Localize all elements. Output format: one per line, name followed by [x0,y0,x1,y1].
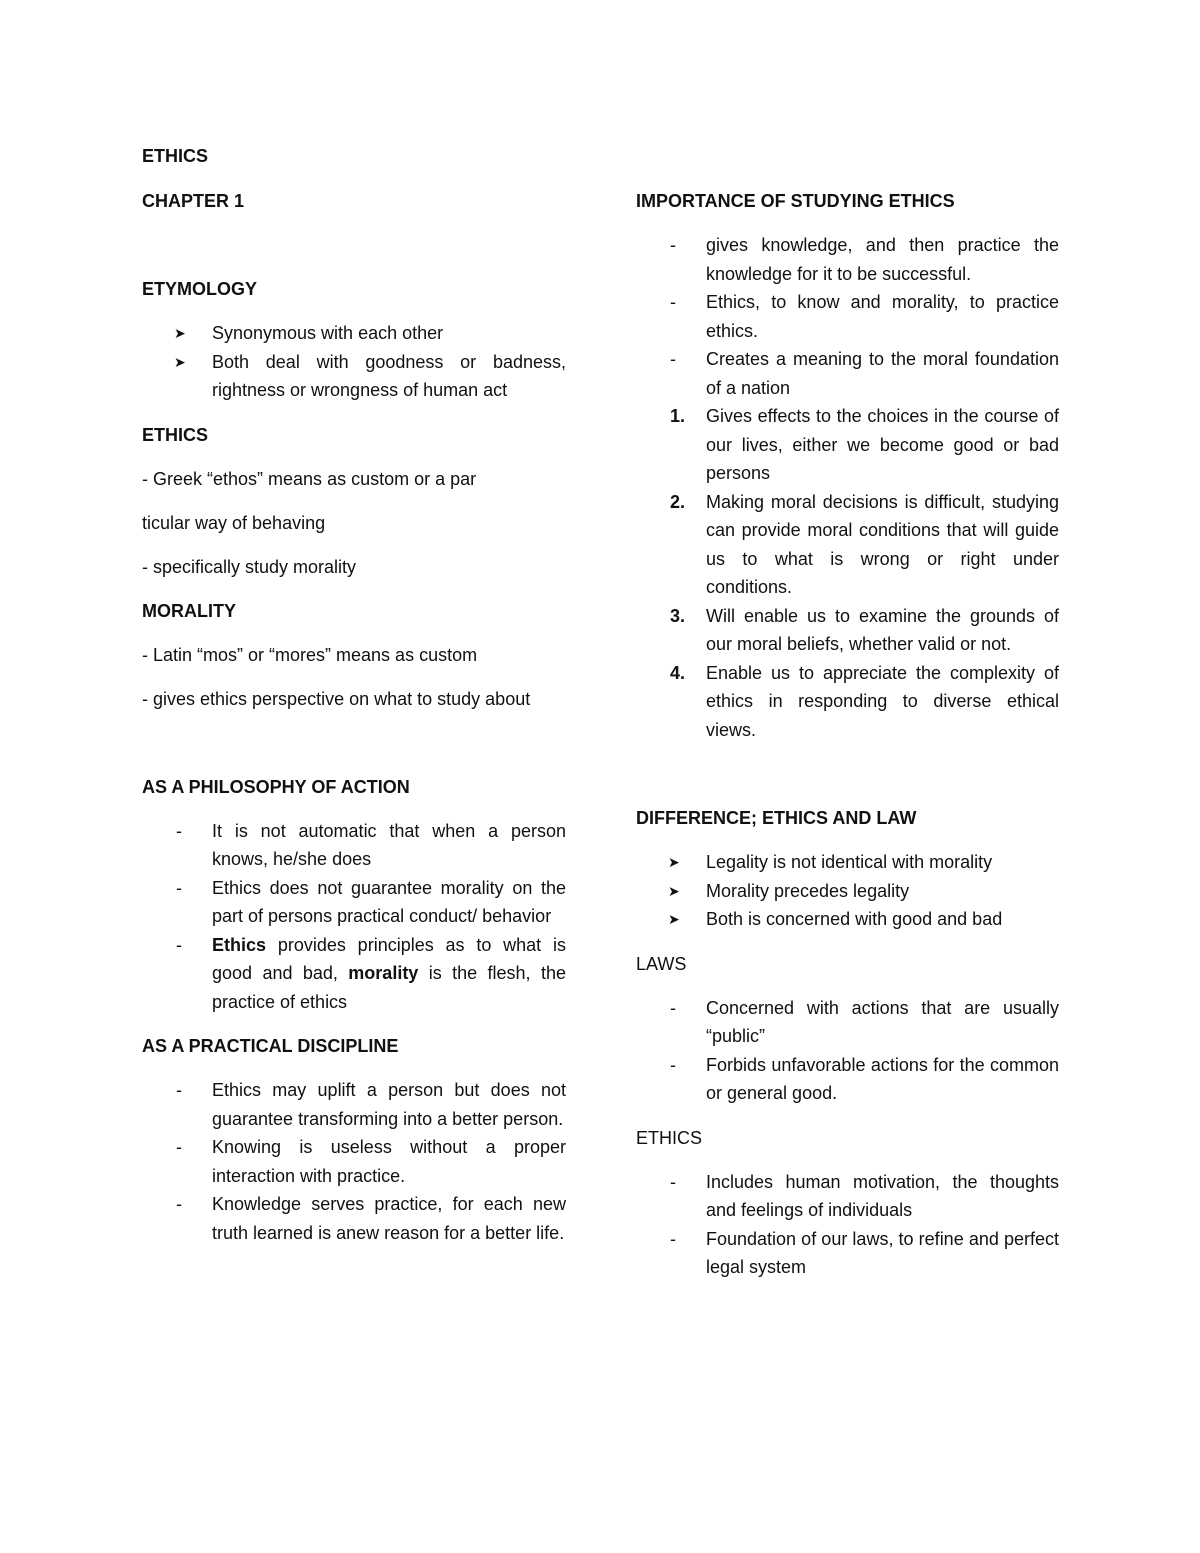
arrow-bullet-icon: ➤ [668,911,680,927]
philosophy-list [142,817,566,1017]
list-item: - Creates a meaning to the moral foundation of a nation [636,345,1059,402]
list-item: ➤ Both deal with goodness or badness, rightness or wrongness of human act [142,348,566,405]
arrow-bullet-icon: ➤ [174,325,186,341]
item-number: 3. [670,605,686,626]
list-item: 3. Will enable us to examine the grounds of our moral beliefs, whether valid or not. [636,602,1059,659]
ethics-definition-line: ticular way of behaving [142,512,326,533]
practical-list [142,1076,566,1247]
etymology-heading: ETYMOLOGY [142,279,258,299]
dash-marker: - [670,292,676,312]
difference-heading: DIFFERENCE; ETHICS AND LAW [636,808,917,828]
importance-dash-list [636,231,1059,402]
laws-heading: LAWS [636,953,687,974]
list-item: - Includes human motivation, the thoughts and feelings of individuals [636,1168,1059,1225]
list-item: ➤ Morality precedes legality [636,877,1059,906]
list-item: - Ethics may uplift a person but does not guarantee transforming into a better person. [142,1076,566,1133]
arrow-bullet-icon: ➤ [668,882,680,899]
item-number: 4. [670,662,686,683]
list-item: ➤ Legality is not identical with morality [636,848,1059,877]
dash-marker: - [670,1228,676,1249]
etymology-list [142,319,566,405]
list-item: - Foundation of our laws, to refine and perfect legal system [636,1225,1059,1282]
dash-marker: - [670,349,676,369]
dash-marker: - [176,877,182,898]
list-item: ➤ Synonymous with each other [142,319,566,348]
importance-numbered-list [636,402,1059,744]
morality-definition-line: - Latin “mos” or “mores” means as custom [142,644,478,665]
list-item: - Knowing is useless without a proper interaction with practice. [142,1133,566,1190]
list-item: - Ethics, to know and morality, to practice ethics. [636,288,1059,345]
practical-heading: AS A PRACTICAL DISCIPLINE [142,1036,399,1056]
left-column [142,142,566,1247]
laws-list [636,994,1059,1108]
arrow-bullet-icon: ➤ [174,353,186,370]
dash-marker: - [176,1137,182,1157]
ethics-definition-line: - specifically study morality [142,556,357,577]
dash-marker: - [176,1194,182,1214]
list-item: 2. Making moral decisions is difficult, studying can provide moral conditions that will guide us to what is wrong or right under conditions. [636,488,1059,602]
ethics-heading: ETHICS [142,424,209,445]
arrow-bullet-icon: ➤ [668,854,680,870]
list-item: - Ethics provides principles as to what is good and bad, morality is the flesh, the practice of ethics [142,931,566,1017]
list-item: - Concerned with actions that are usually “public” [636,994,1059,1051]
morality-definition-line: - gives ethics perspective on what to study about [142,688,531,709]
dash-marker: - [176,1080,182,1100]
dash-marker: - [670,1054,676,1075]
list-item: - Ethics does not guarantee morality on the part of persons practical conduct/ behavior [142,874,566,931]
difference-list [636,848,1059,934]
ethics-law-heading: ETHICS [636,1127,703,1148]
dash-marker: - [176,934,182,955]
item-number: 1. [670,406,686,426]
list-item: - Knowledge serves practice, for each new truth learned is anew reason for a better life. [142,1190,566,1247]
morality-heading: MORALITY [142,600,236,621]
right-column [636,187,1059,1282]
dash-marker: - [176,820,182,841]
philosophy-heading: AS A PHILOSOPHY OF ACTION [142,776,410,797]
importance-heading: IMPORTANCE OF STUDYING ETHICS [636,191,955,211]
dash-marker: - [670,1171,676,1192]
list-item: ➤ Both is concerned with good and bad [636,905,1059,934]
list-item: - gives knowledge, and then practice the knowledge for it to be successful. [636,231,1059,288]
item-number: 2. [670,491,686,512]
list-item: - Forbids unfavorable actions for the common or general good. [636,1051,1059,1108]
chapter-heading: CHAPTER 1 [142,191,245,211]
list-item: 4. Enable us to appreciate the complexity of ethics in responding to diverse ethical views. [636,659,1059,745]
list-item: 1. Gives effects to the choices in the course of our lives, either we become good or bad persons [636,402,1059,488]
dash-marker: - [670,235,676,255]
document-title: ETHICS [142,146,209,166]
dash-marker: - [670,997,676,1018]
ethics-definition-line: - Greek “ethos” means as custom or a par [142,468,477,489]
list-item: - It is not automatic that when a person knows, he/she does [142,817,566,874]
ethics-law-list [636,1168,1059,1282]
